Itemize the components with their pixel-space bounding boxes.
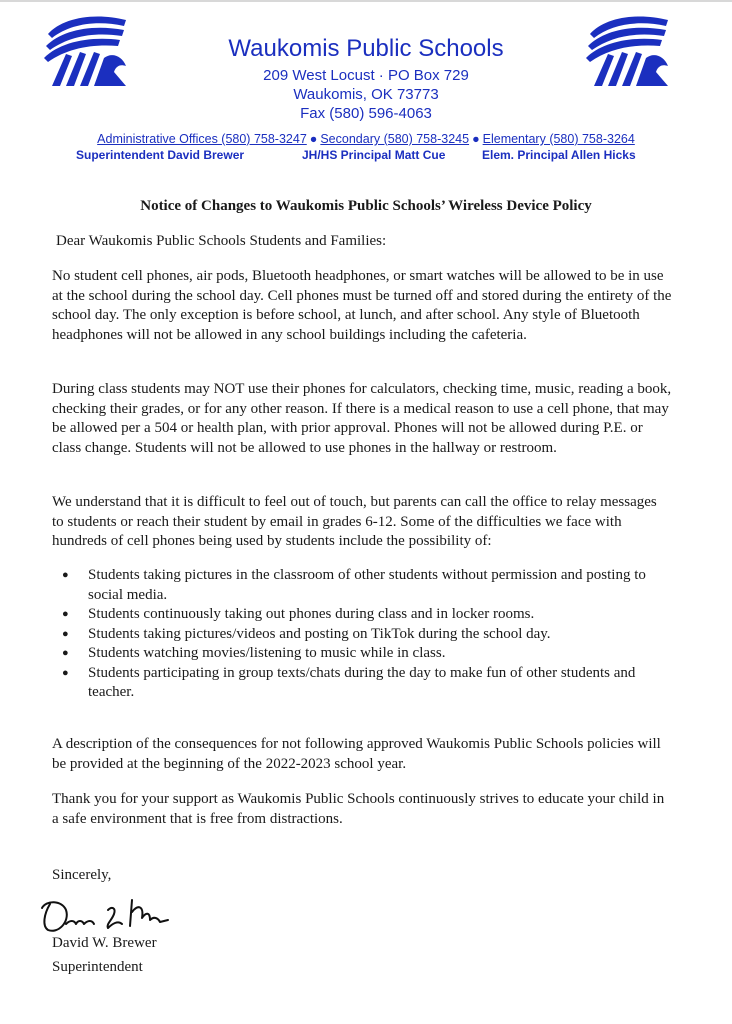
list-item: ● Students taking pictures/videos and posting on TikTok during the school day. [52,625,652,645]
signer-name: David W. Brewer [52,935,157,951]
admin-phone-link[interactable]: Administrative Offices (580) 758-3247 [97,132,307,146]
hs-principal-label: JH/HS Principal Matt Cue [302,148,446,162]
list-item: ● Students watching movies/listening to music while in class. [52,644,652,664]
list-item: ● Students taking pictures in the classroom of other students without permission and posting to social media. [52,566,652,605]
fax-number: Fax (580) 596-4063 [300,105,432,122]
paragraph-thanks: Thank you for your support as Waukomis Public Schools continuously strives to educate your child in a safe environment that is free from distractions. [52,791,665,827]
superintendent-label: Superintendent David Brewer [76,148,245,162]
signature-image [36,890,196,938]
letter-title: Notice of Changes to Waukomis Public Schools’ Wireless Device Policy [140,198,592,214]
closing: Sincerely, [52,867,112,883]
paragraph-difficulties: We understand that it is difficult to feel out of touch, but parents can call the office to relay messages to students or reach their student by email in grades 6-12. Some of the difficulties we face with hundreds of cell phones being used by students include the possibility of: [52,494,657,549]
elem-principal-label: Elem. Principal Allen Hicks [482,148,636,162]
school-name: Waukomis Public Schools [228,35,504,62]
address-line-2: Waukomis, OK 73773 [293,86,439,103]
paragraph-class-use: During class students may NOT use their phones for calculators, checking time, music, reading a book, checking their grades, or for any other reason. If there is a medical reason to use a cell phone, that may be allowed per a 504 or health plan, with prior approval. Phones will not be allowed during P.E. or class change. Students will not be allowed to use phones in the hallway or restroom. [52,381,672,456]
secondary-phone-link[interactable]: Secondary (580) 758-3245 [320,132,470,146]
top-border [0,0,732,2]
elementary-phone-link[interactable]: Elementary (580) 758-3264 [482,132,635,146]
salutation: Dear Waukomis Public Schools Students and Families: [56,233,387,249]
address-line-1: 209 West Locust · PO Box 729 [263,67,469,84]
phone-directory: Administrative Offices (580) 758-3247 ● Secondary (580) 758-3245 ● Elementary (580) 758-3264 [97,132,635,146]
signer-title: Superintendent [52,959,143,975]
difficulties-list [52,566,652,703]
list-item: ● Students continuously taking out phones during class and in locker rooms. [52,605,652,625]
list-item: ● Students participating in group texts/chats during the day to make fun of other students and teacher. [52,664,652,703]
paragraph-consequences: A description of the consequences for not following approved Waukomis Public Schools policies will be provided at the beginning of the 2022-2023 school year. [52,736,661,772]
paragraph-device-ban: No student cell phones, air pods, Bluetooth headphones, or smart watches will be allowed to be in use at the school during the school day. Cell phones must be turned off and stored during the entirety of the school day. The only exception is before school, at lunch, and after school. Any style of Bluetooth headphones will not be allowed in any school buildings including the cafeteria. [52,268,672,343]
